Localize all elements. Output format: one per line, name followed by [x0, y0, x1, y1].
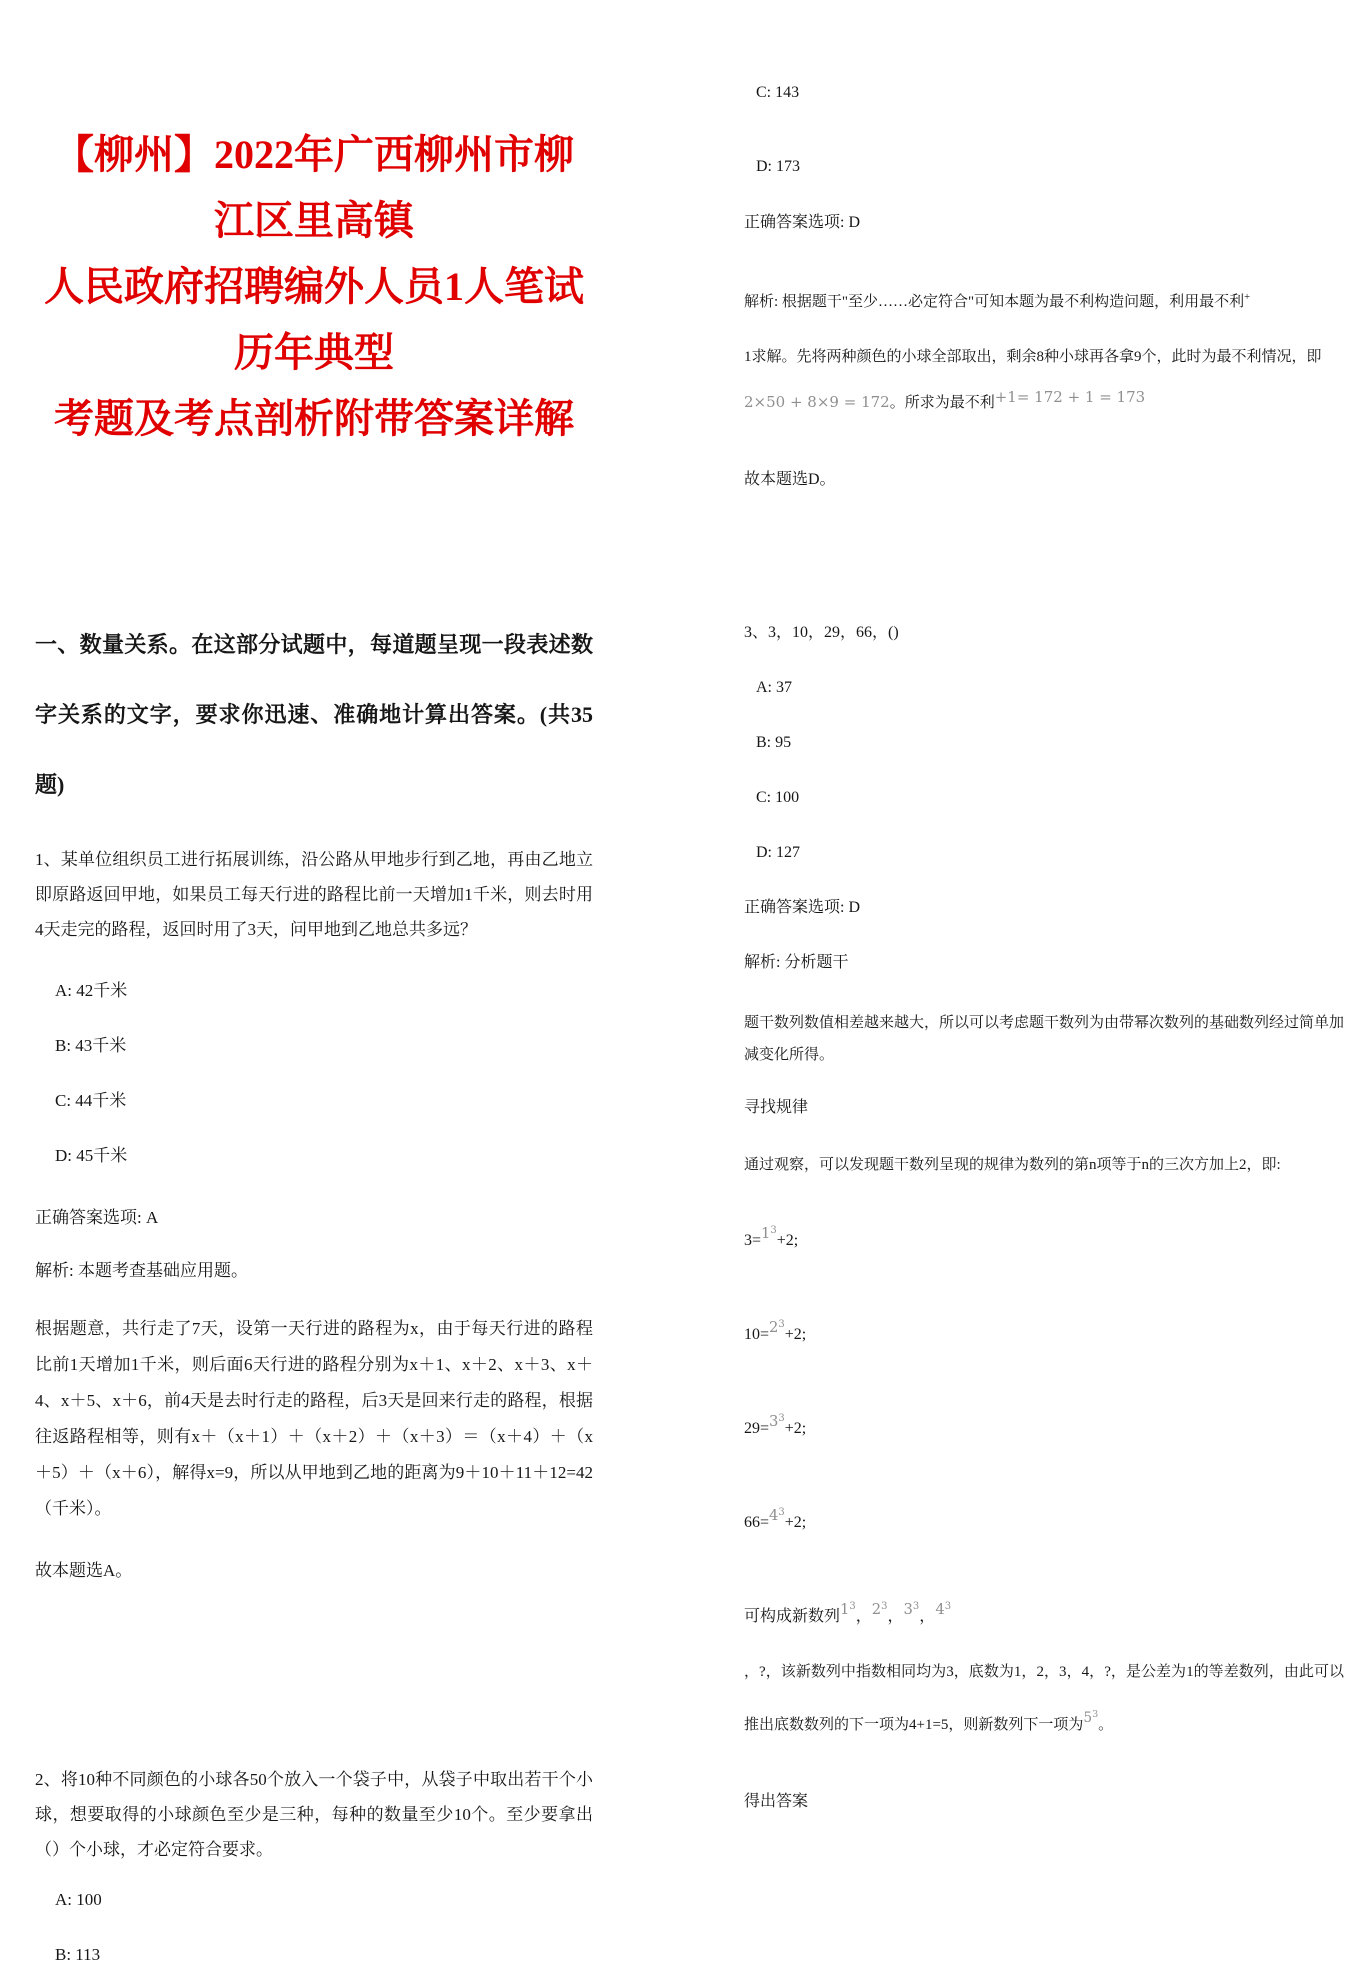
q1-option-d: D: 45千米: [55, 1146, 128, 1165]
section-heading: 一、数量关系。在这部分试题中，每道题呈现一段表述数字关系的文字，要求你迅速、准确地计算出答案。(共35题): [35, 632, 593, 797]
q1-answer: 正确答案选项: A: [35, 1208, 159, 1227]
document-title-line-1: 【柳州】2022年广西柳州市柳江区里高镇: [54, 132, 574, 243]
q3-f3-power: [769, 1407, 785, 1439]
q3-option-a: A: 37: [756, 679, 792, 696]
q3-seq-intro: 可构成新数列: [744, 1608, 841, 1625]
left-column: [35, 0, 593, 1967]
q3-formula-2: [744, 1320, 1344, 1352]
q3-seq-sep-3: ，: [919, 1608, 936, 1625]
q3-analysis-paragraph: 题干数列数值相差越来越大，所以可以考虑题干数列为由带幂次数列的基础数列经过简单加减变化所得。: [744, 1015, 1345, 1063]
document-title-line-2: 人民政府招聘编外人员1人笔试历年典型: [44, 264, 584, 375]
q3-f2-pre: 10=: [744, 1326, 770, 1343]
q2-formula-2: +1= 172 + 1 = 173: [994, 388, 1146, 406]
q3-seq-power-4: [935, 1595, 951, 1627]
q3-f2-base: 2: [769, 1319, 779, 1336]
q3-option-d: D: 127: [756, 844, 800, 861]
q3-seq-power-1: [840, 1595, 856, 1627]
q1-analysis-label: 解析: 本题考查基础应用题。: [35, 1261, 248, 1280]
q3-f4-post: +2;: [784, 1514, 807, 1531]
q3-f1-exponent: 3: [770, 1224, 777, 1236]
q2-formula-mid-text: 。所求为最不利: [889, 395, 995, 411]
q3-f4-power: [769, 1501, 785, 1533]
q3-formula-3: [744, 1414, 1344, 1446]
q3-observe-line: 通过观察，可以发现题干数列呈现的规律为数列的第n项等于n的三次方加上2，即:: [744, 1157, 1281, 1173]
q2-formula-1: 2×50 + 8×9 = 172: [744, 393, 890, 411]
q3-seq-base-4: 4: [935, 1601, 945, 1618]
q3-f3-exponent: 3: [778, 1412, 785, 1424]
q3-seq-sep-2: ，: [887, 1608, 904, 1625]
q2-analysis-text: 解析: 根据题干"至少……必定符合"可知本题为最不利构造问题，利用最不利: [744, 294, 1245, 310]
q3-f3-pre: 29=: [744, 1420, 770, 1437]
q1-conclusion: 故本题选A。: [35, 1561, 133, 1580]
q2-option-a: A: 100: [55, 1890, 102, 1909]
q2-stem: 2、将10种不同颜色的小球各50个放入一个袋子中，从袋子中取出若干个小球，想要取得的小球颜色至少是三种，每种的数量至少10个。至少要拿出（）个小球，才必定符合要求。: [35, 1770, 593, 1859]
q3-sequence-paragraph: [744, 1646, 1344, 1753]
q2-analysis-line-1: [744, 286, 1344, 314]
q3-seq-base-3: 3: [903, 1601, 913, 1618]
q3-seq-tail-2: 。: [1098, 1717, 1114, 1733]
q3-f2-power: [769, 1313, 785, 1345]
q3-seq-tail-1: ，?，该新数列中指数相同均为3，底数为1，2，3，4，?，是公差为1的等差数列，由此可以推出底数数列的下一项为4+1=5，则新数列下一项为: [744, 1664, 1344, 1733]
q3-analysis-label: 解析: 分析题干: [744, 954, 849, 971]
document-title-line-3: 考题及考点剖析附带答案详解: [54, 396, 574, 441]
q3-stem: 3、3，10，29，66，(): [744, 624, 899, 641]
q3-seq-exp-1: 3: [849, 1600, 856, 1612]
q3-formula-1: [744, 1226, 1344, 1258]
q3-seq-final-exp: 3: [1092, 1708, 1099, 1720]
q3-f4-exponent: 3: [778, 1506, 785, 1518]
q3-seq-exp-3: 3: [912, 1600, 920, 1612]
q1-stem: 1、某单位组织员工进行拓展训练，沿公路从甲地步行到乙地，再由乙地立即原路返回甲地，如果员工每天行进的路程比前一天增加1千米，则去时用4天走完的路程，返回时用了3天，问甲地到乙地总共多远？: [35, 850, 593, 939]
q3-f2-post: +2;: [784, 1326, 807, 1343]
q3-seq-exp-2: 3: [881, 1600, 888, 1612]
q3-option-c: C: 100: [756, 789, 800, 806]
q3-answer: 正确答案选项: D: [744, 899, 861, 916]
q2-option-c: C: 143: [756, 84, 800, 101]
q3-seq-sep-1: ，: [855, 1608, 872, 1625]
q3-seq-base-1: 1: [840, 1601, 850, 1618]
q3-f1-power: [761, 1219, 777, 1251]
q1-option-a: A: 42千米: [55, 981, 128, 1000]
q3-formula-4: [744, 1508, 1344, 1540]
q3-f1-base: 1: [761, 1225, 771, 1242]
q3-seq-power-2: [872, 1595, 888, 1627]
q3-sequence-line: [744, 1602, 1344, 1634]
q3-f3-base: 3: [769, 1413, 779, 1430]
q3-f1-pre: 3=: [744, 1232, 762, 1249]
q2-option-b: B: 113: [55, 1945, 101, 1964]
q3-f4-pre: 66=: [744, 1514, 770, 1531]
q3-option-b: B: 95: [756, 734, 792, 751]
q2-formula-line: [744, 390, 1344, 415]
q3-seq-final-power: [1083, 1692, 1098, 1746]
q1-option-c: C: 44千米: [55, 1091, 127, 1110]
q3-f3-post: +2;: [784, 1420, 807, 1437]
q2-answer: 正确答案选项: D: [744, 214, 861, 231]
q3-find-rule-label: 寻找规律: [744, 1099, 809, 1116]
q3-seq-base-2: 2: [871, 1601, 882, 1618]
q3-result-label: 得出答案: [744, 1793, 809, 1810]
right-column: [744, 0, 1344, 1814]
q3-seq-final-base: 5: [1083, 1710, 1093, 1726]
q3-seq-exp-4: 3: [944, 1600, 952, 1612]
q1-option-b: B: 43千米: [55, 1036, 127, 1055]
q3-seq-power-3: [904, 1595, 920, 1627]
q3-f1-post: +2;: [776, 1232, 799, 1249]
document-title: [35, 122, 593, 452]
q1-analysis-body: 根据题意，共行走了7天，设第一天行进的路程为x，由于每天行进的路程比前1天增加1千米，则后面6天行进的路程分别为x＋1、x＋2、x＋3、x＋4、x＋5、x＋6，前4天是去时行走的路程，后3天是回来行走的路程，根据往返路程相等，则有x＋（x＋1）＋（x＋2）＋（x＋3）＝（x＋4）＋（x＋5）＋（x＋6），解得x=9，所以从甲地到乙地的距离为9＋10＋11＋12=42（千米）。: [35, 1319, 593, 1518]
q2-analysis-superscript: +: [1244, 292, 1251, 303]
q3-f2-exponent: 3: [778, 1318, 785, 1330]
q2-analysis-line-2: 1求解。先将两种颜色的小球全部取出，剩余8种小球再各拿9个，此时为最不利情况，即: [744, 349, 1322, 365]
q3-f4-base: 4: [769, 1507, 779, 1524]
q2-conclusion: 故本题选D。: [744, 471, 836, 488]
q2-option-d: D: 173: [756, 158, 800, 175]
